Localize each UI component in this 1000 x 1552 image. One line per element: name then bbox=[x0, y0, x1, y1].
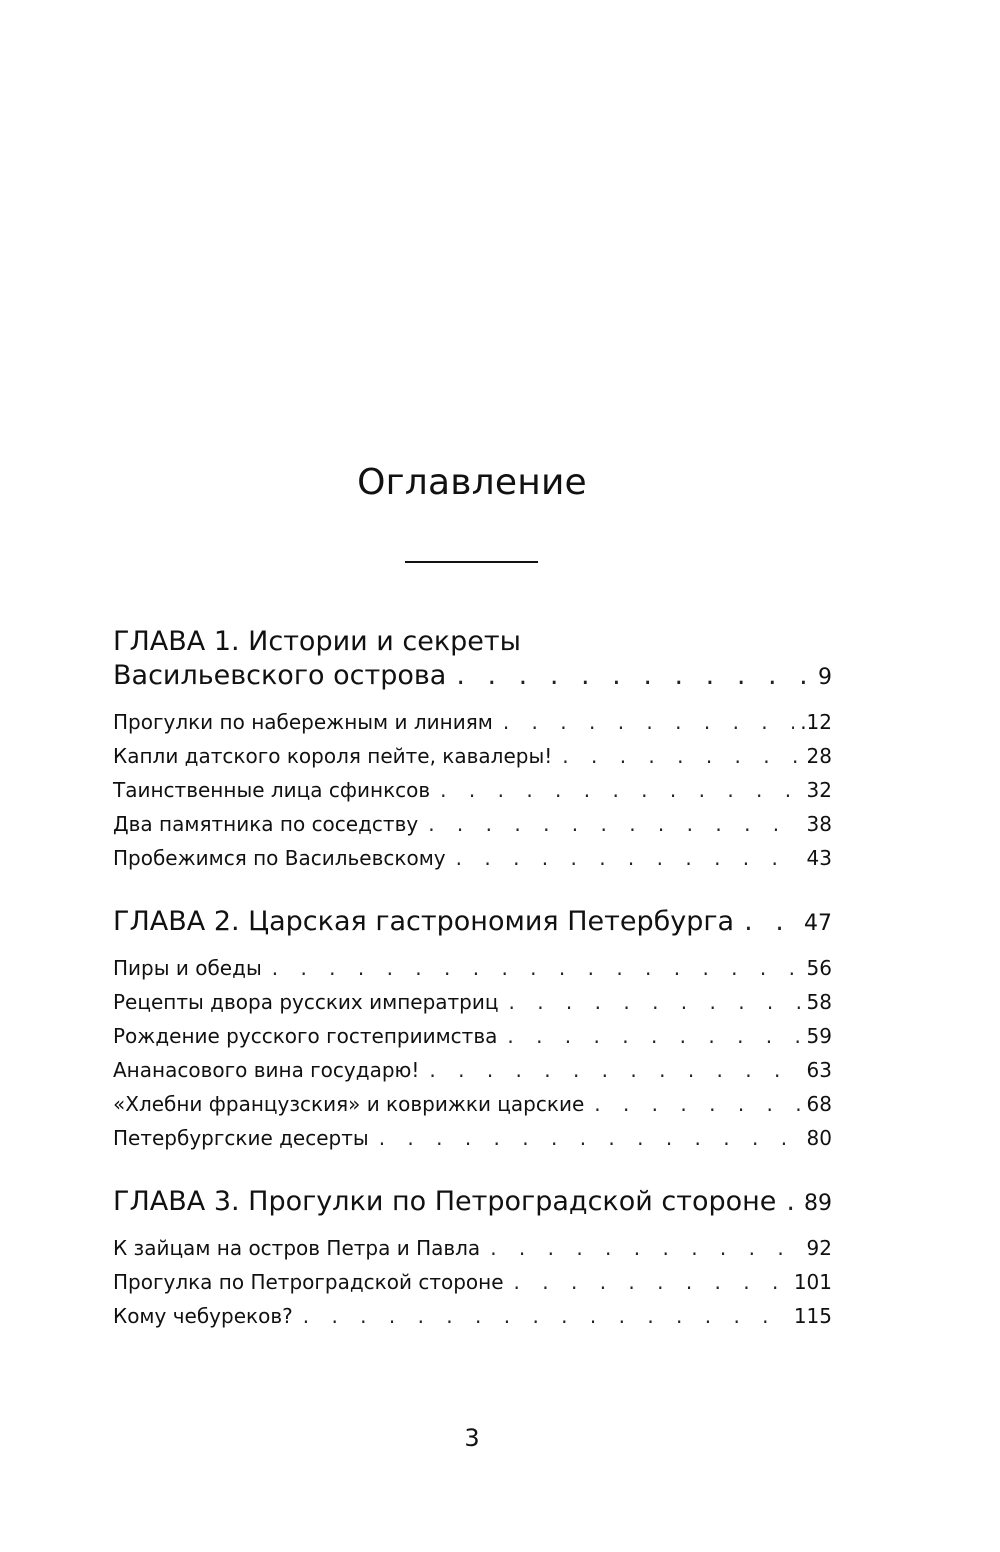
chapter-3 bbox=[113, 1185, 832, 1333]
chapter-heading[interactable] bbox=[113, 625, 832, 695]
chapter-page-number: 47 bbox=[804, 911, 832, 936]
toc-entry-page: 32 bbox=[806, 778, 832, 802]
chapter-heading-line2: ГЛАВА 2. Царская гастрономия Петербурга bbox=[113, 906, 735, 937]
toc-entry-page: 80 bbox=[806, 1126, 832, 1150]
toc-entry[interactable] bbox=[113, 705, 832, 739]
toc-entry-label: «Хлебни французския» и коврижки царские bbox=[113, 1092, 585, 1116]
section-list bbox=[113, 1231, 832, 1333]
dot-leader bbox=[272, 951, 801, 985]
toc-entry[interactable] bbox=[113, 1019, 832, 1053]
toc-entry-page: 28 bbox=[806, 744, 832, 768]
title-divider bbox=[405, 561, 538, 563]
chapter-heading[interactable] bbox=[113, 905, 832, 941]
toc-entry-label: Капли датского короля пейте, кавалеры! bbox=[113, 744, 553, 768]
chapter-heading[interactable] bbox=[113, 1185, 832, 1221]
toc-entry-label: Петербургские десерты bbox=[113, 1126, 369, 1150]
toc-entry[interactable] bbox=[113, 1053, 832, 1087]
toc-entry-page: 56 bbox=[806, 956, 832, 980]
chapter-heading-line2: Васильевского острова bbox=[113, 660, 447, 691]
page-title: Оглавление bbox=[357, 462, 587, 503]
dot-leader bbox=[303, 1299, 788, 1333]
toc-entry-label: Два памятника по соседству bbox=[113, 812, 419, 836]
dot-leader bbox=[379, 1121, 801, 1155]
table-of-contents bbox=[113, 625, 832, 1333]
toc-entry-label: Кому чебуреков? bbox=[113, 1304, 293, 1328]
toc-entry-label: Прогулка по Петроградской стороне bbox=[113, 1270, 504, 1294]
dot-leader bbox=[503, 705, 794, 739]
toc-entry-page: 58 bbox=[806, 990, 832, 1014]
toc-entry-page: 115 bbox=[793, 1304, 832, 1328]
toc-entry[interactable] bbox=[113, 841, 832, 875]
section-list bbox=[113, 951, 832, 1155]
toc-entry-page: 101 bbox=[793, 1270, 832, 1294]
toc-entry[interactable] bbox=[113, 1299, 832, 1333]
dot-leader bbox=[456, 659, 812, 693]
dot-leader bbox=[429, 1053, 800, 1087]
toc-entry-page: 92 bbox=[806, 1236, 832, 1260]
toc-entry[interactable] bbox=[113, 1121, 832, 1155]
toc-entry[interactable] bbox=[113, 1265, 832, 1299]
toc-entry-label: Рождение русского гостеприимства bbox=[113, 1024, 498, 1048]
toc-entry-label: Пробежимся по Васильевскому bbox=[113, 846, 446, 870]
toc-entry[interactable] bbox=[113, 773, 832, 807]
toc-entry-page: 68 bbox=[806, 1092, 832, 1116]
chapter-1 bbox=[113, 625, 832, 875]
dot-leader bbox=[456, 841, 801, 875]
toc-entry-label: К зайцам на остров Петра и Павла bbox=[113, 1236, 481, 1260]
chapter-page-number: 9 bbox=[818, 665, 832, 690]
chapter-heading-line1: ГЛАВА 1. Истории и секреты bbox=[113, 626, 521, 657]
section-list bbox=[113, 705, 832, 875]
dot-leader bbox=[744, 905, 798, 939]
toc-entry-label: Рецепты двора русских императриц bbox=[113, 990, 499, 1014]
toc-entry-page: .12 bbox=[800, 710, 832, 734]
chapter-2 bbox=[113, 905, 832, 1155]
dot-leader bbox=[562, 739, 800, 773]
toc-entry-page: 63 bbox=[806, 1058, 832, 1082]
toc-entry[interactable] bbox=[113, 951, 832, 985]
dot-leader bbox=[786, 1185, 798, 1219]
dot-leader bbox=[490, 1231, 800, 1265]
toc-entry[interactable] bbox=[113, 985, 832, 1019]
dot-leader bbox=[507, 1019, 800, 1053]
toc-entry-label: Ананасового вина государю! bbox=[113, 1058, 420, 1082]
toc-entry-page: 43 bbox=[806, 846, 832, 870]
toc-entry-page: 59 bbox=[806, 1024, 832, 1048]
toc-entry[interactable] bbox=[113, 739, 832, 773]
dot-leader bbox=[428, 807, 800, 841]
toc-entry-label: Таинственные лица сфинксов bbox=[113, 778, 431, 802]
toc-entry[interactable] bbox=[113, 1087, 832, 1121]
toc-entry-page: 38 bbox=[806, 812, 832, 836]
dot-leader bbox=[440, 773, 800, 807]
dot-leader bbox=[509, 985, 801, 1019]
toc-entry-label: Прогулки по набережным и линиям bbox=[113, 710, 493, 734]
toc-entry[interactable] bbox=[113, 1231, 832, 1265]
chapter-heading-line2: ГЛАВА 3. Прогулки по Петроградской стороне bbox=[113, 1186, 777, 1217]
page-number: 3 bbox=[464, 1424, 480, 1452]
dot-leader bbox=[514, 1265, 788, 1299]
chapter-page-number: 89 bbox=[804, 1191, 832, 1216]
dot-leader bbox=[594, 1087, 800, 1121]
toc-entry[interactable] bbox=[113, 807, 832, 841]
toc-entry-label: Пиры и обеды bbox=[113, 956, 262, 980]
